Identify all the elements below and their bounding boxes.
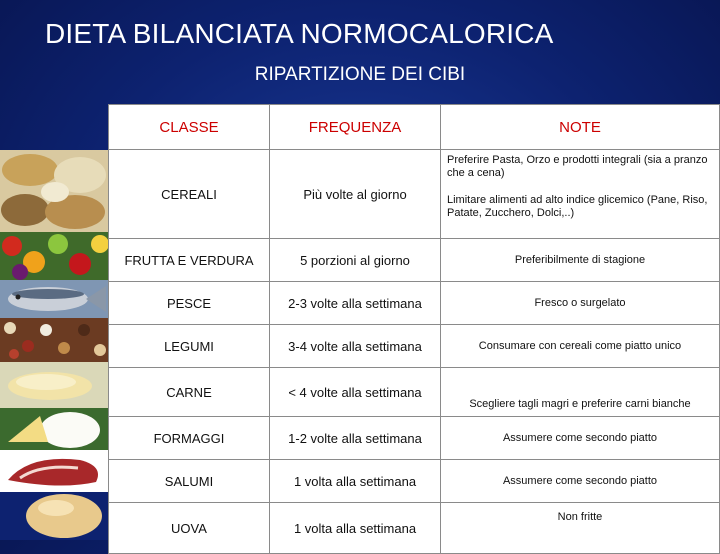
cheese-image — [0, 408, 110, 450]
legumes-image — [0, 318, 110, 362]
fruit-vegetables-image — [0, 232, 110, 280]
header-classe: CLASSE — [109, 105, 270, 150]
cell-classe: UOVA — [109, 503, 270, 554]
cell-frequenza: 5 porzioni al giorno — [270, 239, 441, 282]
cell-frequenza: 3-4 volte alla settimana — [270, 325, 441, 368]
table-row-frutta-verdura — [109, 239, 720, 282]
cell-classe: CEREALI — [109, 150, 270, 239]
cell-frequenza: 1 volta alla settimana — [270, 460, 441, 503]
cell-note: Scegliere tagli magri e preferire carni bianche — [441, 368, 720, 417]
page-title: DIETA BILANCIATA NORMOCALORICA — [45, 18, 554, 49]
fish-image — [0, 280, 110, 318]
table-row-formaggi — [109, 417, 720, 460]
cell-classe: LEGUMI — [109, 325, 270, 368]
table-row-legumi — [109, 325, 720, 368]
cell-note — [441, 150, 720, 239]
header-note: NOTE — [441, 105, 720, 150]
cell-classe: CARNE — [109, 368, 270, 417]
food-distribution-table — [108, 104, 720, 554]
cell-frequenza: 2-3 volte alla settimana — [270, 282, 441, 325]
cell-classe: FRUTTA E VERDURA — [109, 239, 270, 282]
table-row-uova — [109, 503, 720, 554]
cell-note: Assumere come secondo piatto — [441, 417, 720, 460]
cell-frequenza: 1-2 volte alla settimana — [270, 417, 441, 460]
meat-image — [0, 362, 110, 408]
cell-frequenza: 1 volta alla settimana — [270, 503, 441, 554]
cell-classe: FORMAGGI — [109, 417, 270, 460]
cell-frequenza: Più volte al giorno — [270, 150, 441, 239]
cell-classe: SALUMI — [109, 460, 270, 503]
eggs-image — [0, 492, 110, 540]
cell-note: Assumere come secondo piatto — [441, 460, 720, 503]
table-row-cereali — [109, 150, 720, 239]
table-row-pesce — [109, 282, 720, 325]
page-subtitle: RIPARTIZIONE DEI CIBI — [254, 64, 466, 85]
table-row-carne — [109, 368, 720, 417]
cell-note: Consumare con cereali come piatto unico — [441, 325, 720, 368]
cell-frequenza: < 4 volte alla settimana — [270, 368, 441, 417]
cured-meats-image — [0, 450, 110, 492]
table-header-row — [109, 105, 720, 150]
note-paragraph-a: Preferire Pasta, Orzo e prodotti integrali (sia a pranzo che a cena) — [447, 154, 708, 179]
cell-note: Preferibilmente di stagione — [441, 239, 720, 282]
note-paragraph-b: Limitare alimenti ad alto indice glicemico (Pane, Riso, Patate, Zucchero, Dolci,..) — [447, 194, 708, 219]
cereals-image — [0, 150, 110, 232]
cell-classe: PESCE — [109, 282, 270, 325]
table-row-salumi — [109, 460, 720, 503]
food-images — [0, 150, 110, 540]
cell-note: Non fritte — [441, 503, 720, 554]
cell-note: Fresco o surgelato — [441, 282, 720, 325]
header-frequenza: FREQUENZA — [270, 105, 441, 150]
